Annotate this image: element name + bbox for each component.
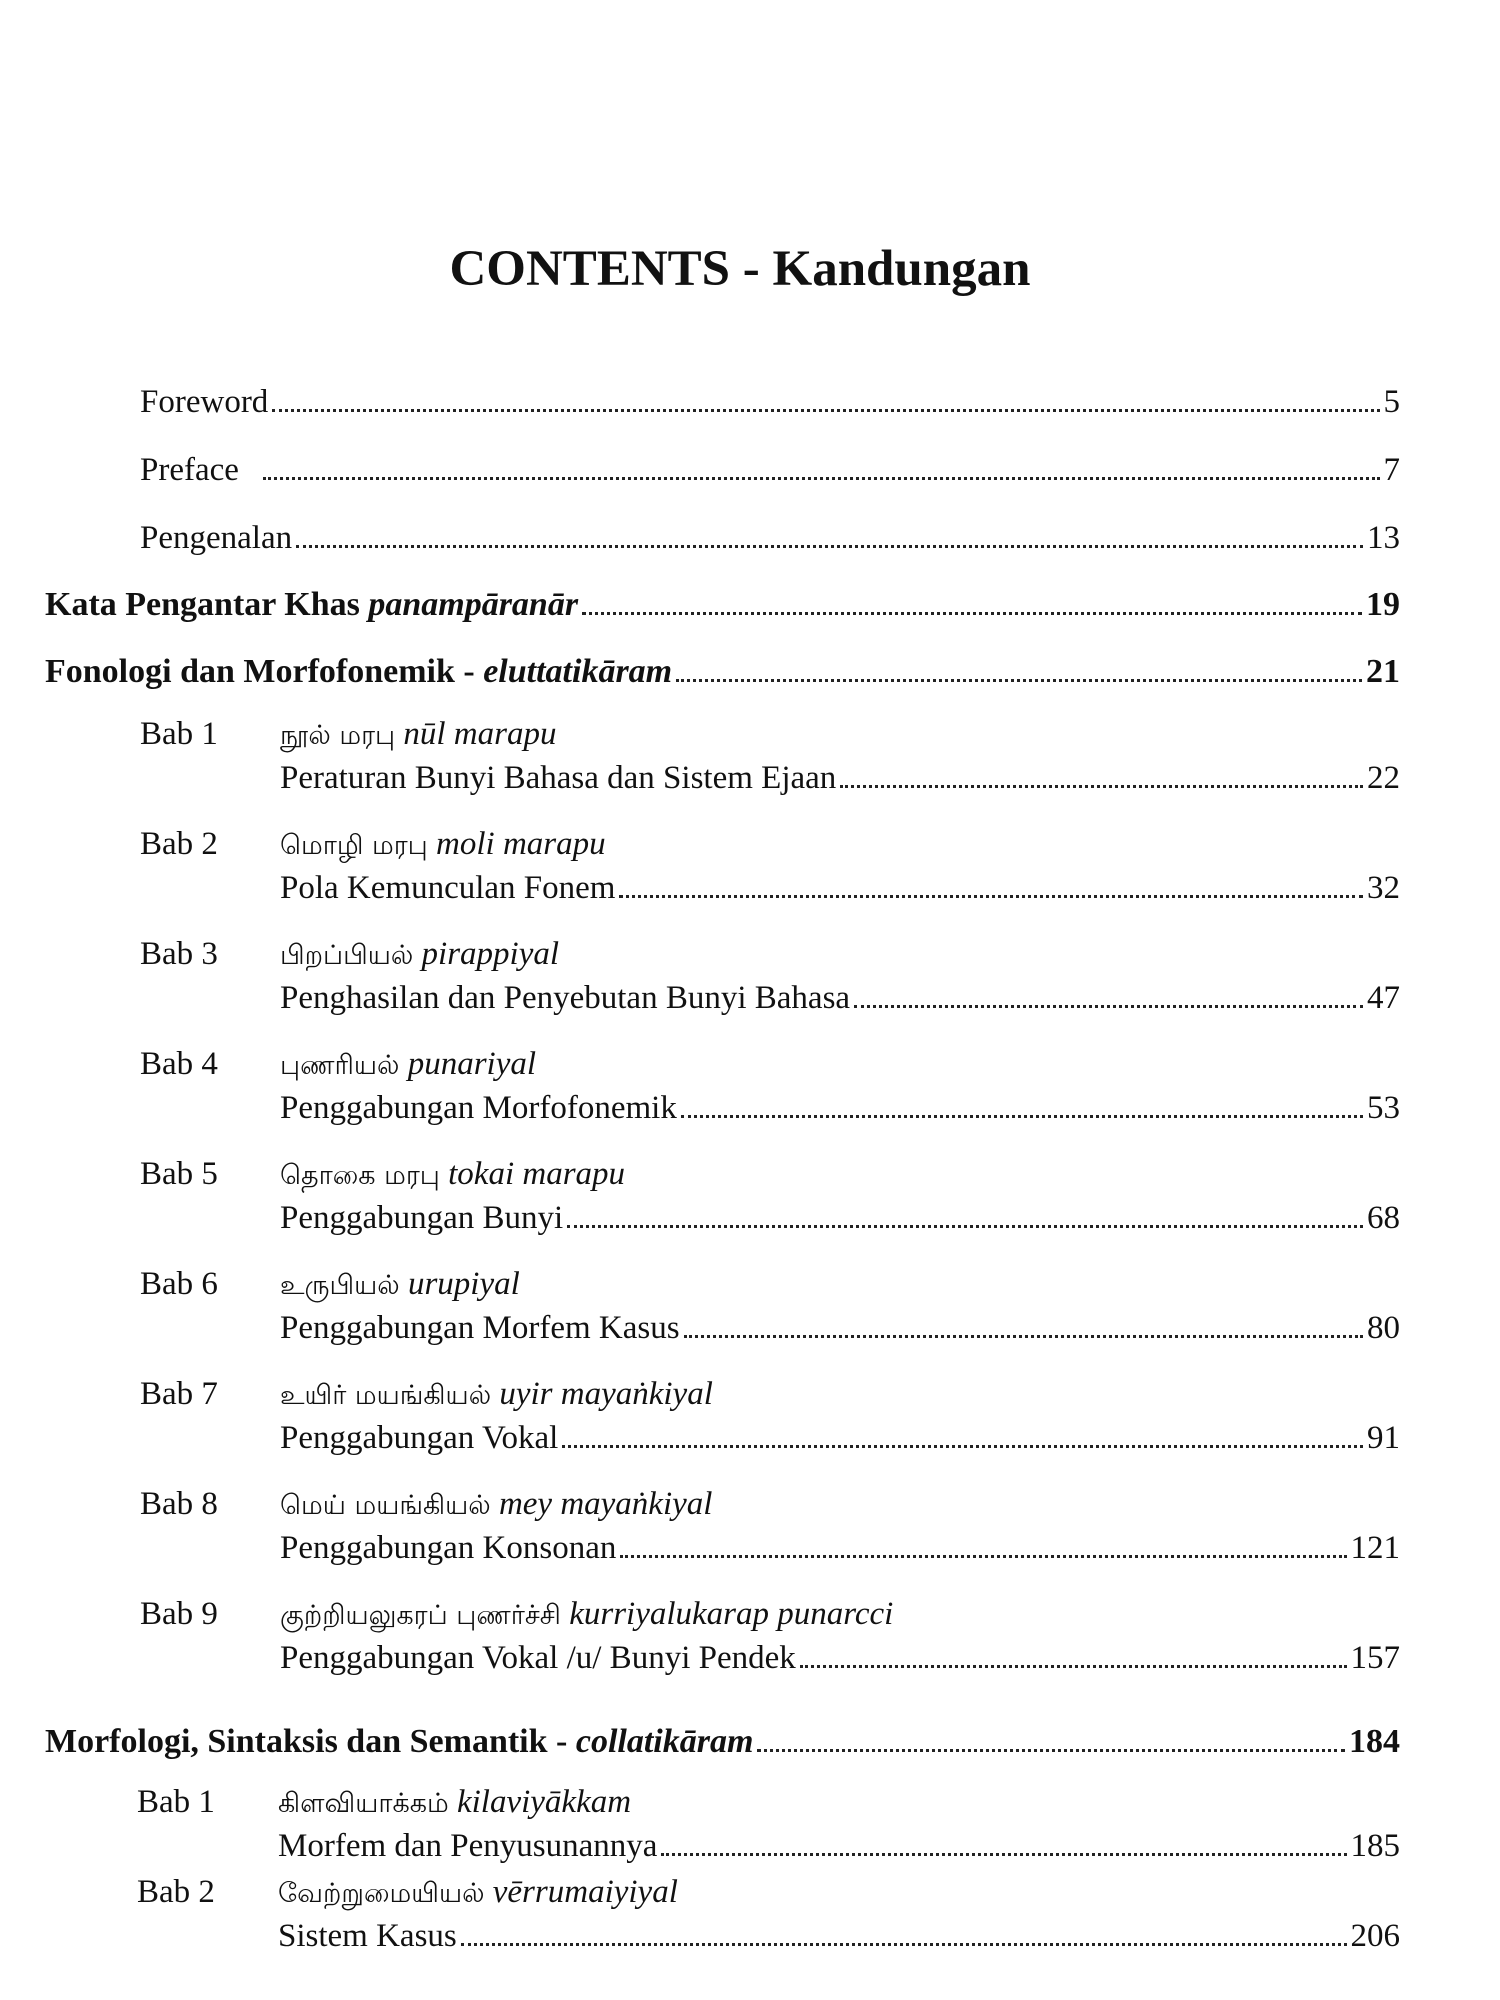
chapter-page: 32 <box>1367 870 1400 906</box>
chapter-page: 80 <box>1367 1310 1400 1346</box>
chapter-description: Peraturan Bunyi Bahasa dan Sistem Ejaan <box>280 760 837 796</box>
chapter-number: Bab 8 <box>140 1486 218 1522</box>
dot-leader <box>263 477 1380 480</box>
dot-leader <box>272 409 1379 412</box>
chapter-transliteration: moli marapu <box>436 826 606 862</box>
dot-leader <box>840 785 1363 788</box>
chapter-title <box>280 1374 713 1416</box>
chapter-title <box>280 1484 712 1526</box>
dot-leader <box>620 1555 1346 1558</box>
chapter-description: Sistem Kasus <box>278 1918 457 1954</box>
chapter-title <box>278 1782 631 1824</box>
chapter-title <box>280 1154 625 1196</box>
dot-leader <box>757 1749 1345 1752</box>
chapter-description-row <box>280 868 1400 908</box>
chapter-page: 91 <box>1367 1420 1400 1456</box>
chapter-tamil: கிளவியாக்கம் <box>278 1788 449 1819</box>
toc-entry-pengenalan <box>140 518 1400 558</box>
chapter-transliteration: kilaviyākkam <box>456 1784 632 1820</box>
chapter-description-row <box>280 1528 1400 1568</box>
chapter-page: 68 <box>1367 1200 1400 1236</box>
chapter-page: 121 <box>1350 1530 1400 1566</box>
chapter-number: Bab 7 <box>140 1376 218 1412</box>
entry-label: Foreword <box>140 384 269 420</box>
chapter-page: 157 <box>1350 1640 1400 1676</box>
dot-leader <box>684 1335 1363 1338</box>
page-title: CONTENTS - Kandungan <box>449 241 1031 297</box>
chapter-tamil: தொகை மரபு <box>280 1160 440 1191</box>
chapter-tamil: உருபியல் <box>280 1270 400 1301</box>
entry-page: 5 <box>1383 384 1400 420</box>
chapter-transliteration: nūl marapu <box>403 716 557 752</box>
chapter-description-row <box>280 1418 1400 1458</box>
chapter-title <box>280 934 559 976</box>
chapter-tamil: வேற்றுமையியல் <box>278 1878 485 1909</box>
chapter-description-row <box>280 1088 1400 1128</box>
chapter-page: 185 <box>1350 1828 1400 1864</box>
toc-part-heading-fonologi <box>45 652 1400 692</box>
chapter-tamil: பிறப்பியல் <box>280 940 414 971</box>
chapter-description: Penggabungan Vokal <box>280 1420 559 1456</box>
chapter-description: Penghasilan dan Penyebutan Bunyi Bahasa <box>280 980 851 1016</box>
chapter-title <box>280 1594 893 1636</box>
chapter-description: Penggabungan Bunyi <box>280 1200 564 1236</box>
chapter-page: 53 <box>1367 1090 1400 1126</box>
dot-leader <box>296 545 1363 548</box>
dot-leader <box>681 1115 1363 1118</box>
chapter-description-row <box>280 1638 1400 1678</box>
toc-entry-preface <box>140 450 1400 490</box>
entry-italic: panampāranār <box>368 586 579 623</box>
chapter-title <box>280 714 556 756</box>
entry-page: 19 <box>1366 586 1400 623</box>
chapter-number: Bab 2 <box>140 826 218 862</box>
chapter-number: Bab 9 <box>140 1596 218 1632</box>
chapter-description-row <box>280 1308 1400 1348</box>
chapter-description: Penggabungan Konsonan <box>280 1530 617 1566</box>
chapter-description: Penggabungan Morfem Kasus <box>280 1310 680 1346</box>
chapter-description-row <box>278 1826 1400 1866</box>
chapter-transliteration: pirappiyal <box>421 936 560 972</box>
chapter-transliteration: tokai marapu <box>448 1156 626 1192</box>
entry-page: 7 <box>1383 452 1400 488</box>
dot-leader <box>582 612 1362 615</box>
chapter-transliteration: uyir mayaṅkiyal <box>499 1376 713 1412</box>
chapter-tamil: மெய் மயங்கியல் <box>280 1490 491 1521</box>
toc-entry-kata-pengantar <box>45 585 1400 625</box>
dot-leader <box>854 1005 1363 1008</box>
chapter-title <box>278 1872 678 1914</box>
entry-page: 13 <box>1367 520 1400 556</box>
part-label: Morfologi, Sintaksis dan Semantik - <box>45 1723 576 1760</box>
part-italic: collatikāram <box>575 1723 754 1760</box>
chapter-transliteration: punariyal <box>407 1046 537 1082</box>
chapter-description: Pola Kemunculan Fonem <box>280 870 616 906</box>
entry-label: Preface <box>140 452 239 488</box>
toc-entry-foreword <box>140 382 1400 422</box>
dot-leader <box>619 895 1363 898</box>
chapter-page: 22 <box>1367 760 1400 796</box>
part-page: 184 <box>1349 1723 1400 1760</box>
toc-part-heading-morfologi <box>45 1722 1400 1762</box>
dot-leader <box>562 1445 1363 1448</box>
chapter-description-row <box>278 1916 1400 1956</box>
chapter-tamil: மொழி மரபு <box>280 830 428 861</box>
chapter-title <box>280 1044 536 1086</box>
chapter-page: 206 <box>1350 1918 1400 1954</box>
chapter-page: 47 <box>1367 980 1400 1016</box>
chapter-number: Bab 4 <box>140 1046 218 1082</box>
part-page: 21 <box>1366 653 1400 690</box>
chapter-description: Morfem dan Penyusunannya <box>278 1828 658 1864</box>
chapter-transliteration: kurriyalukarap punarcci <box>569 1596 894 1632</box>
chapter-title <box>280 1264 520 1306</box>
chapter-tamil: புணரியல் <box>280 1050 400 1081</box>
chapter-transliteration: vērrumaiyiyal <box>492 1874 678 1910</box>
part-label: Fonologi dan Morfofonemik - <box>45 653 484 690</box>
chapter-transliteration: mey mayaṅkiyal <box>498 1486 713 1522</box>
chapter-number: Bab 1 <box>140 716 218 752</box>
dot-leader <box>800 1665 1347 1668</box>
chapter-description: Penggabungan Vokal /u/ Bunyi Pendek <box>280 1640 796 1676</box>
chapter-number: Bab 1 <box>137 1784 215 1820</box>
chapter-tamil: உயிர் மயங்கியல் <box>280 1380 492 1411</box>
chapter-number: Bab 3 <box>140 936 218 972</box>
dot-leader <box>661 1853 1346 1856</box>
part-italic: eluttatikāram <box>483 653 673 690</box>
dot-leader <box>567 1225 1363 1228</box>
chapter-description-row <box>280 758 1400 798</box>
chapter-description: Penggabungan Morfofonemik <box>280 1090 677 1126</box>
chapter-number: Bab 2 <box>137 1874 215 1910</box>
chapter-description-row <box>280 978 1400 1018</box>
dot-leader <box>461 1943 1347 1946</box>
entry-label: Pengenalan <box>140 520 293 556</box>
entry-label: Kata Pengantar Khas <box>45 586 360 623</box>
chapter-transliteration: urupiyal <box>407 1266 520 1302</box>
chapter-description-row <box>280 1198 1400 1238</box>
chapter-number: Bab 6 <box>140 1266 218 1302</box>
chapter-tamil: நூல் மரபு <box>280 720 396 751</box>
chapter-title <box>280 824 606 866</box>
chapter-tamil: குற்றியலுகரப் புணர்ச்சி <box>280 1600 561 1631</box>
chapter-number: Bab 5 <box>140 1156 218 1192</box>
dot-leader <box>676 679 1362 682</box>
